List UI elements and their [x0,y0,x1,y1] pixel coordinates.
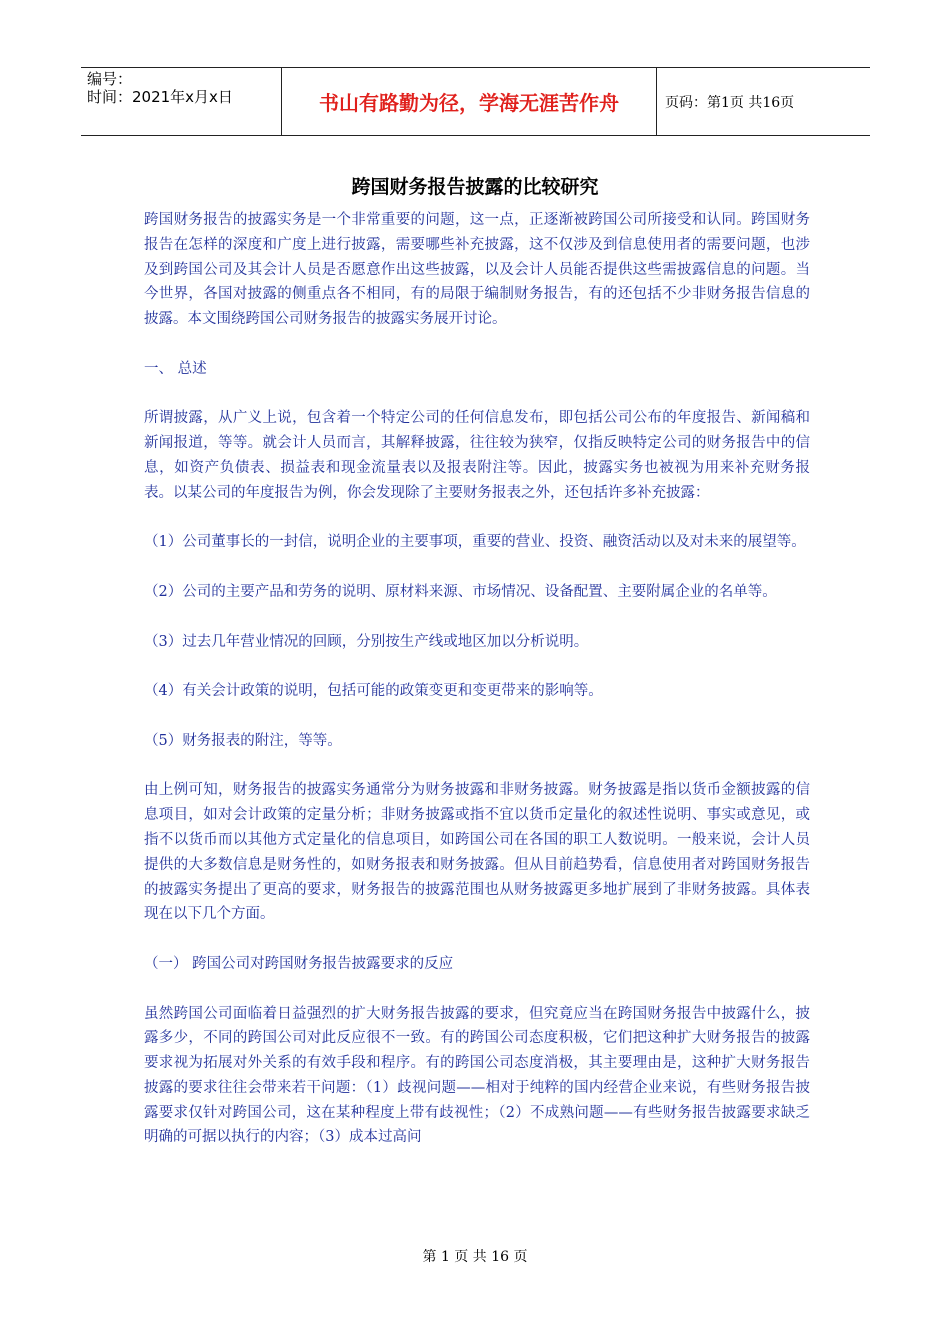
list-item: （4）有关会计政策的说明，包括可能的政策变更和变更带来的影响等。 [144,683,603,700]
subsection-heading: （一） 跨国公司对跨国财务报告披露要求的反应 [144,955,454,972]
header-page-cell [657,68,870,135]
document-body [144,208,810,1150]
document-header [81,67,870,136]
document-title: 跨国财务报告披露的比较研究 [351,176,599,198]
spacer [144,555,810,580]
paragraph: 虽然跨国公司面临着日益强烈的扩大财务报告披露的要求，但究竟应当在跨国财务报告中披露什么，披露多少，不同的跨国公司对此反应很不一致。有的跨国公司态度积极，它们把这种扩大财务报告的披露要求视为拓展对外关系的有效手段和程序。有的跨国公司态度消极，其主要理由是，这种扩大财务报告披露的要求往往会带来若干问题：（1）歧视问题——相对于纯粹的国内经营企业来说，有些财务报告披露要求仅针对跨国公司，这在某种程度上带有歧视性；（2）不成熟问题——有些财务报告披露要求缺乏明确的可据以执行的内容；（3）成本过高问 [144,1005,810,1146]
list-item: （3）过去几年营业情况的回顾，分别按生产线或地区加以分析说明。 [144,633,589,650]
header-motto-cell [282,68,657,135]
spacer [144,654,810,679]
spacer [144,506,810,531]
spacer [144,382,810,407]
paragraph: 由上例可知，财务报告的披露实务通常分为财务披露和非财务披露。财务披露是指以货币金额披露的信息项目，如对会计政策的定量分析；非财务披露或指不宜以货币定量化的叙述性说明、事实或意见，或指不以货币而以其他方式定量化的信息项目，如跨国公司在各国的职工人数说明。一般来说，会计人员提供的大多数信息是财务性的，如财务报表和财务披露。但从目前趋势看，信息使用者对跨国财务报告的披露实务提出了更高的要求，财务报告的披露范围也从财务披露更多地扩展到了非财务披露。具体表现在以下几个方面。 [144,782,810,923]
number-label: 编号： [87,70,133,88]
spacer [144,927,810,952]
spacer [144,754,810,779]
time-label: 时间：2021年x月x日 [87,88,233,106]
paragraph: 所谓披露，从广义上说，包含着一个特定公司的任何信息发布，即包括公司公布的年度报告、新闻稿和新闻报道，等等。就会计人员而言，其解释披露，往往较为狭窄，仅指反映特定公司的财务报告中的信息，如资产负债表、损益表和现金流量表以及报表附注等。因此，披露实务也被视为用来补充财务报表。以某公司的年度报告为例，你会发现除了主要财务报表之外，还包括许多补充披露： [144,410,810,501]
page-info: 页码：第1页 共16页 [665,94,795,111]
spacer [144,605,810,630]
section-heading: 一、 总述 [144,360,207,377]
motto-text: 书山有路勤为径，学海无涯苦作舟 [319,91,619,115]
spacer [144,332,810,357]
intro-paragraph: 跨国财务报告的披露实务是一个非常重要的问题，这一点，正逐渐被跨国公司所接受和认同。跨国财务报告在怎样的深度和广度上进行披露，需要哪些补充披露，这不仅涉及到信息使用者的需要问题，也涉及到跨国公司及其会计人员是否愿意作出这些披露，以及会计人员能否提供这些需披露信息的问题。当今世界，各国对披露的侧重点各不相同，有的局限于编制财务报告，有的还包括不少非财务报告信息的披露。本文围绕跨国公司财务报告的披露实务展开讨论。 [144,212,810,328]
list-item: （5）财务报表的附注，等等。 [144,732,342,749]
list-item: （1）公司董事长的一封信，说明企业的主要事项，重要的营业、投资、融资活动以及对未来的展望等。 [144,534,806,551]
spacer [144,704,810,729]
list-item: （2）公司的主要产品和劳务的说明、原材料来源、市场情况、设备配置、主要附属企业的名单等。 [144,583,777,600]
header-meta-cell [81,68,282,135]
spacer [144,977,810,1002]
page-footer: 第 1 页 共 16 页 [422,1249,528,1265]
